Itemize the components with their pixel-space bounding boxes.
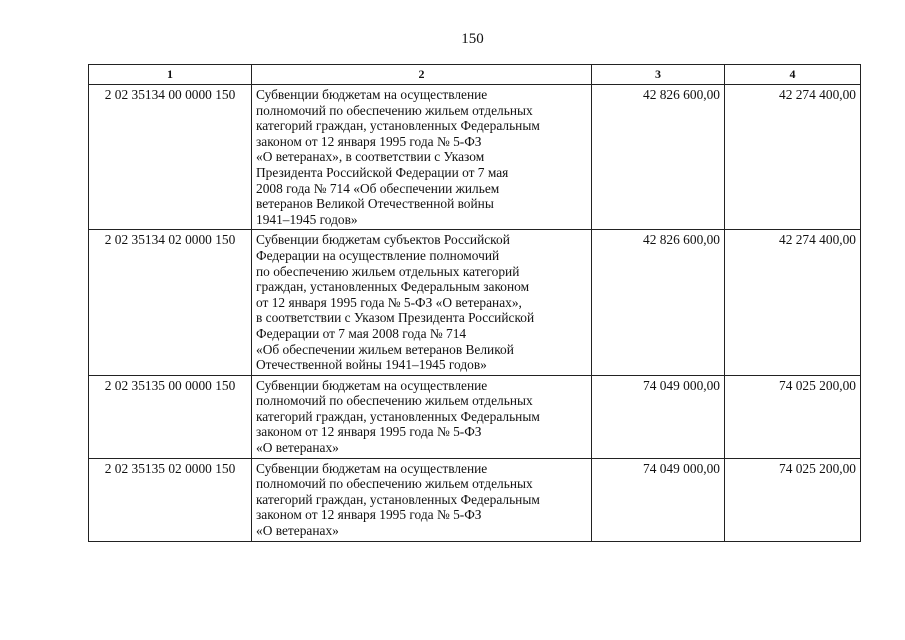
description-line: 2008 года № 714 «Об обеспечении жильем [256, 180, 500, 196]
description-line: «О ветеранах», в соответствии с Указом [256, 149, 485, 165]
table-body [89, 85, 861, 542]
description-line: законом от 12 января 1995 года № 5-ФЗ [256, 424, 482, 440]
description-line: от 12 января 1995 года № 5-ФЗ «О ветеранах», [256, 294, 522, 310]
description-line: категорий граждан, установленных Федеральным [256, 118, 540, 134]
budget-table [88, 64, 861, 542]
description-line: Федерации от 7 мая 2008 года № 714 [256, 325, 467, 341]
description-cell [252, 375, 592, 458]
table-row [89, 85, 861, 230]
description-line: Федерации на осуществление полномочий [256, 247, 500, 263]
description-line: «О ветеранах» [256, 523, 339, 539]
description-line: категорий граждан, установленных Федеральным [256, 408, 540, 424]
amount-col-3-cell: 42 826 600,00 [592, 230, 725, 375]
table-header [89, 65, 861, 85]
table-row [89, 230, 861, 375]
budget-code-cell: 2 02 35134 02 0000 150 [89, 230, 252, 375]
description-line: Субвенции бюджетам субъектов Российской [256, 232, 510, 248]
header-col-4: 4 [725, 65, 861, 85]
amount-col-4-cell: 42 274 400,00 [725, 85, 861, 230]
description-line: «Об обеспечении жильем ветеранов Великой [256, 341, 514, 357]
description-line: законом от 12 января 1995 года № 5-ФЗ [256, 507, 482, 523]
description-line: законом от 12 января 1995 года № 5-ФЗ [256, 133, 482, 149]
description-line: полномочий по обеспечению жильем отдельных [256, 393, 533, 409]
description-line: 1941–1945 годов» [256, 211, 358, 227]
description-line: по обеспечению жильем отдельных категорий [256, 263, 520, 279]
description-line: полномочий по обеспечению жильем отдельных [256, 102, 533, 118]
description-line: в соответствии с Указом Президента Российской [256, 310, 535, 326]
description-line: Субвенции бюджетам на осуществление [256, 460, 488, 476]
amount-col-4-cell: 42 274 400,00 [725, 230, 861, 375]
header-col-1: 1 [89, 65, 252, 85]
amount-col-3-cell: 74 049 000,00 [592, 458, 725, 541]
budget-code-cell: 2 02 35135 02 0000 150 [89, 458, 252, 541]
description-line: Президента Российской Федерации от 7 мая [256, 164, 509, 180]
header-row [89, 65, 861, 85]
amount-col-3-cell: 42 826 600,00 [592, 85, 725, 230]
budget-code-cell: 2 02 35135 00 0000 150 [89, 375, 252, 458]
header-col-2: 2 [252, 65, 592, 85]
page-number: 150 [461, 31, 484, 47]
description-cell [252, 85, 592, 230]
description-line: полномочий по обеспечению жильем отдельных [256, 476, 533, 492]
amount-col-3-cell: 74 049 000,00 [592, 375, 725, 458]
description-line: граждан, установленных Федеральным законом [256, 279, 530, 295]
header-col-3: 3 [592, 65, 725, 85]
budget-code-cell: 2 02 35134 00 0000 150 [89, 85, 252, 230]
description-cell [252, 230, 592, 375]
amount-col-4-cell: 74 025 200,00 [725, 375, 861, 458]
description-line: категорий граждан, установленных Федеральным [256, 491, 540, 507]
table-row [89, 375, 861, 458]
table-row [89, 458, 861, 541]
amount-col-4-cell: 74 025 200,00 [725, 458, 861, 541]
description-line: Субвенции бюджетам на осуществление [256, 377, 488, 393]
description-cell [252, 458, 592, 541]
description-line: Отечественной войны 1941–1945 годов» [256, 357, 487, 373]
description-line: ветеранов Великой Отечественной войны [256, 196, 494, 212]
description-line: «О ветеранах» [256, 440, 339, 456]
description-line: Субвенции бюджетам на осуществление [256, 87, 488, 102]
